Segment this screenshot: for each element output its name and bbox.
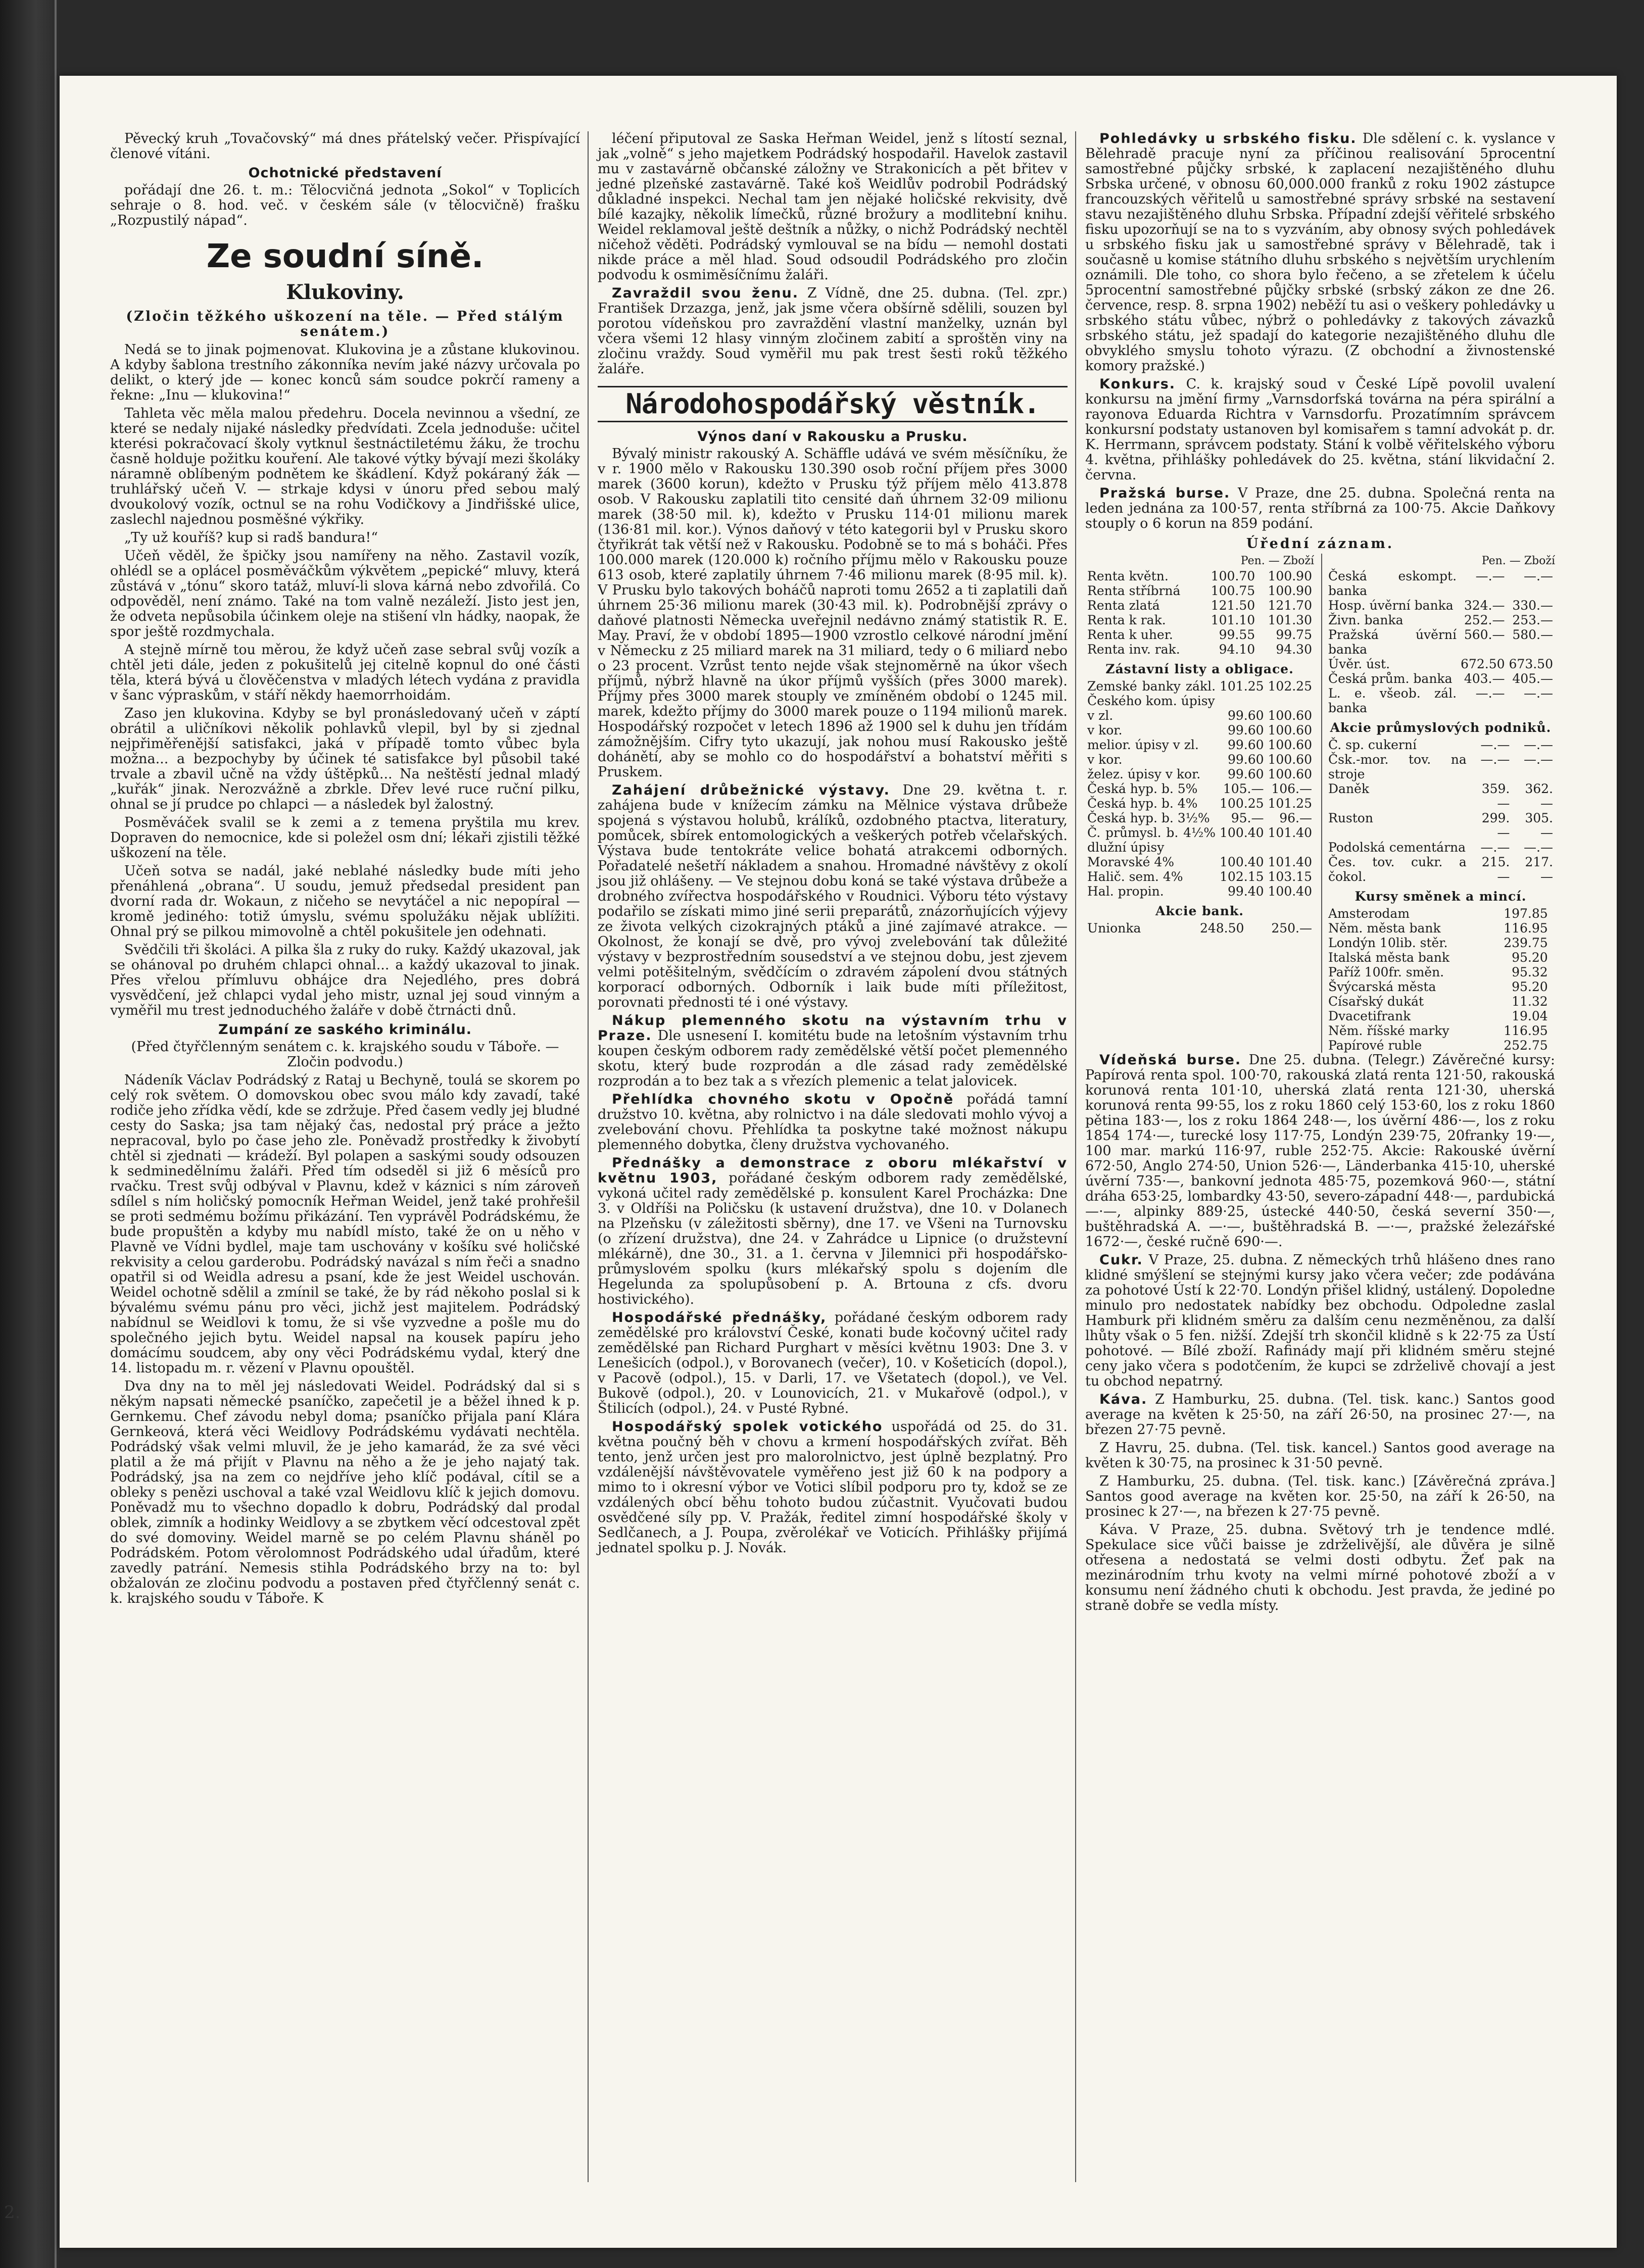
article-title: Konkurs.	[1099, 376, 1176, 392]
quote-value: —.—	[1480, 737, 1510, 752]
table-row	[1326, 811, 1555, 840]
table-row	[1326, 965, 1555, 979]
paragraph: Nedá se to jinak pojmenovat. Klukovina je a zůstane klukovinou. A kdyby šablona trestního zákonníka nevím jaké názvy určovala po delikt, o který jde — konec konců sám soudce pokrčí rameny a řekne: „Inu — klukovina!“	[110, 342, 580, 403]
newspaper-page	[60, 76, 1617, 2248]
quote-value: 100.90	[1268, 569, 1312, 583]
quote-value: 116.95	[1504, 1023, 1548, 1038]
quote-name: Paříž 100fr. směn.	[1328, 965, 1444, 979]
table-row	[1326, 979, 1555, 994]
quote-value	[1550, 1023, 1555, 1038]
quote-name: Česká prům. banka	[1328, 671, 1453, 686]
quote-value: 99.60	[1227, 767, 1264, 781]
quote-name: Renta květn.	[1087, 569, 1169, 583]
paragraph: Z Hamburku, 25. dubna. (Tel. tisk. kanc.) Santos good average na květen k 25·50, na září 26·50, na prosinec 27·—, na březen 27·75 pevně.	[1085, 1392, 1555, 1438]
quote-value: 299.—	[1481, 811, 1510, 840]
quote-value: 121.50	[1211, 598, 1255, 613]
quote-value: 100.40	[1220, 825, 1264, 840]
table-row	[1085, 723, 1314, 737]
quote-tables	[1085, 554, 1555, 1053]
quote-value: —.—	[1524, 686, 1553, 701]
table-row	[1326, 921, 1555, 935]
paragraph: A stejně mírně tou měrou, že když učeň zase sebral svůj vozík a chtěl jeti dále, jeden z pokušitelů jej citelně kopnul do oné části těla, která bývá u člověčenstva v mladých létech vydána z pravidla v šanc výpraskům, v stáří někdy haemorrhoidám.	[110, 642, 580, 703]
table-row	[1085, 737, 1314, 752]
quote-value: 100.60	[1268, 767, 1312, 781]
quote-table	[1085, 679, 1314, 899]
section-heading: Ze soudní síně.	[206, 238, 484, 275]
column-3	[1085, 131, 1555, 1616]
paragraph: Zaso jen klukovina. Kdyby se byl pronásledovaný učeň v záptí obrátil a uličníkovi několik pohlavků vlepil, byl by si zjednal nejpřiměřenější satisfakci, jaká v případě tomto vůbec byla možna... a bezpochyby by účinek té satisfakce byl působil také trvale a zbavil učně na vždy úštěpků... Na neštěstí jednal mladý „kuřák“ jinak. Nerozvážně a zbrkle. Dřev levé ruce ruční pilku, ohnal se jí prudce po chlapci — a následek byl žalostný.	[110, 706, 580, 812]
quote-value: 105.—	[1223, 781, 1264, 796]
quote-value: 95.20	[1512, 979, 1548, 994]
quote-value	[1550, 921, 1555, 935]
quote-value: 100.90	[1268, 583, 1312, 598]
table-row	[1326, 657, 1555, 671]
quote-name: Renta k uher.	[1087, 627, 1173, 642]
table-subheading: Kursy směnek a mincí.	[1355, 889, 1527, 904]
quote-value: 101.40	[1268, 825, 1312, 840]
quote-name: Renta inv. rak.	[1087, 642, 1180, 657]
quote-value: 560.—	[1464, 627, 1505, 642]
article-title: Výnos daní v Rakousku a Prusku.	[697, 429, 968, 445]
quote-value	[1550, 1009, 1555, 1023]
quote-name: Dvacetifrank	[1328, 1009, 1411, 1023]
quote-value: 215.—	[1481, 855, 1510, 884]
table-row	[1085, 796, 1314, 811]
table-row	[1085, 884, 1314, 899]
table-row	[1326, 855, 1555, 884]
quote-value: 100.25	[1220, 796, 1264, 811]
article-title: Zumpání ze saského kriminálu.	[218, 1022, 472, 1038]
quote-value: —.—	[1524, 569, 1553, 583]
paragraph: Bývalý ministr rakouský A. Schäffle udává ve svém měsíčníku, že v r. 1900 mělo v Rakousku 130.390 osob roční příjem přes 3000 marek (3600 korun), kdežto v Prusku týž příjem mělo 413.878 osob. V Rakousku zaplatili tito censité daň úhrnem 32·09 milionu marek (38·50 mil. k), kdežto v Prusku 114·01 milionu marek (136·81 mil. kor.). Výnos daňový v této kategorii byl v Prusku skoro čtyřikrát tak větší než v Rakousku. Podobně se to má s boháči. Přes 100.000 marek (120.000 k) ročního příjmu mělo v Rakousku pouze 613 osob, které zaplatily úhrnem 7·46 milionu marek (8·95 mil. k). V Prusku bylo takových boháčů naproti tomu 2652 a ti zaplatili daň úhrnem 25·36 milionu marek (30·43 mil. k). Podrobnější zprávy o daňové platnosti Německa uveřejnil nedávno známý statistik R. E. May. Praví, že v období 1895—1900 vzrostlo celkové národní jmění v Německu z 25 miliard marek na 31 miliard, tedy o 6 miliard nebo o 23 procent. Vzrůst tento nejde však stejnoměrně na úkor všech příjmů, nýbrž hlavně na úkor příjmů vyšších (přes 3000 marek). Příjmy přes 3000 marek stouply ve zmíněném období o 1245 mil. marek, kdežto příjmy do 3000 marek pouze o 1194 milionů marek. Hospodářský rozpočet v letech 1896 až 1900 sel k duhu jen třídám zámožnějším. Cifry tyto ukazují, jak nohou musí Rakousko ještě dohánětí, aby se mohlo co do hospodářství a bohatství měřiti s Pruskem.	[598, 446, 1068, 780]
quote-table	[1326, 906, 1555, 1053]
quote-name: Česká hyp. b. 3½%	[1087, 811, 1210, 825]
quote-value: 252.75	[1504, 1038, 1548, 1053]
quote-name: Daněk	[1328, 781, 1369, 796]
table-row	[1085, 627, 1314, 642]
table-row	[1085, 767, 1314, 781]
quote-value: 330.—	[1512, 598, 1553, 613]
quote-value: 405.—	[1512, 671, 1553, 686]
quote-value: 99.60	[1227, 723, 1264, 737]
quote-value: 102.15	[1220, 869, 1264, 884]
quote-value: —.—	[1480, 752, 1510, 767]
quote-table	[1326, 737, 1555, 884]
page-mark: 2.	[4, 2202, 21, 2223]
quote-value: 100.75	[1211, 583, 1255, 598]
quote-name: Čes. tov. cukr. a čokol.	[1328, 855, 1467, 884]
quote-table	[1326, 569, 1555, 715]
table-row	[1326, 1009, 1555, 1023]
quote-value	[1550, 994, 1555, 1009]
quote-value: —.—	[1475, 686, 1505, 701]
paragraph: Dva dny na to měl jej následovati Weidel. Podrádský dal si s někým napsati německé psaníčko, zapečetil je a běžel ihned k p. Gernkemu. Chef závodu nebyl doma; psaníčko přijala paní Klára Gernkeová, která věci Weidlovy Podrádskému vydávati nechtěla. Podrádský však velmi mluvil, že je jeho kamarád, že za své věci platil a že má přijít v Plavnu na něho a že je jeho najatý tak. Podrádský, jsa na zem co nejdříve jeho klíč podával, cítil se a obleky s penězi uschoval a také vzal Weidlovu klíč k jejich domovu. Poněvadž mu to všechno dopadlo k dobru, Podrádský dal prodal oblek, zimník a hodinky Weidlovy a se zbytkem věcí odcestoval zpět do své domoviny. Weidel marně se po celém Plavnu sháněl po Podrádském. Potom věrolomnost Podrádského udal úřadům, které zavedly patrání. Nemesis stihla Podrádského brzy na to: byl obžalován ze zločinu podvodu a postaven před čtyřčlenný senát c. k. krajského soudu v Táboře. K	[110, 1378, 580, 1606]
quote-value: —.—	[1480, 840, 1510, 855]
table-row	[1326, 569, 1555, 598]
table-row	[1326, 1023, 1555, 1038]
quote-value: —.—	[1475, 569, 1505, 583]
quote-value: 359.—	[1481, 781, 1510, 811]
quote-table-right	[1321, 554, 1555, 1053]
quote-value: 100.60	[1268, 723, 1312, 737]
table-subheading: Akcie průmyslových podniků.	[1330, 720, 1552, 735]
table-row	[1085, 642, 1314, 657]
quote-name: Česká eskompt. banka	[1328, 569, 1457, 598]
quote-value: 95.—	[1231, 811, 1264, 825]
table-row	[1085, 811, 1314, 825]
table-row	[1326, 598, 1555, 613]
table-subheading: Zástavní listy a obligace.	[1105, 662, 1294, 676]
quote-value: 217.—	[1525, 855, 1553, 884]
table-title: Úřední záznam.	[1246, 536, 1394, 552]
paragraph: Učeň věděl, že špičky jsou namířeny na něho. Zastavil vozík, ohlédl se a oplácel posměváčkům výkvětem „pepické“ mluvy, která zůstává v „tónu“ skoro tatáž, mluví-li slova kárná nebo zdvořilá. Co odpověděl, není známo. Také na tom valně nezáleží. Jisto jest jen, že odveta nepůsobila účinkem oleje na stišení vln hádky, naopak, že spor ještě rozdmychala.	[110, 548, 580, 639]
quote-name: Hal. propin.	[1087, 884, 1164, 899]
quote-value: 95.32	[1512, 965, 1548, 979]
table-header: Pen. — Zboží	[1240, 555, 1314, 567]
paragraph: léčení připutoval ze Saska Heřman Weidel, jenž s lítostí seznal, jak „volně“ s jeho majetkem Podrádský hospodařil. Havelok zastavil mu v zastavárně občanské záložny ve Strakonicích a pět břitev v jedné plzeňské zastavárně. Také koš Weidlův podrobil Podrádský důkladné inspekci. Nechal tam jen nějaké holičské rekvisity, dvě bílé kazajky, několik límečků, různé brožury a modlitební knihu. Weidel reklamoval ještě deštník a nůžky, o nichž Podrádský nechtěl ničehož věděti. Podrádský vymlouval se na bídu — nemohl dostati nikde práce a měl hlad. Soud odsoudil Podrádského pro zločin podvodu k osmiměsíčnímu žaláři.	[598, 131, 1068, 283]
quote-name: Něm. říšské marky	[1328, 1023, 1449, 1038]
quote-value: 99.60	[1227, 708, 1264, 723]
quote-value: 99.75	[1276, 627, 1312, 642]
quote-name: Česká hyp. b. 4%	[1087, 796, 1198, 811]
paragraph: uspořádá od 25. do 31. května poučný běh v chovu a krmení hospodářských zvířat. Běh tento, jenž určen jest pro malorolnictvo, jest úplně bezplatný. Pro vzdálenější návštěvovatele vyměřeno jest již 60 k na podpory a mimo to i okresní výbor ve Votici slíbil podporu pro ty, kdož se ze vzdálených obcí běhu tohoto budou zúčastnit. Vyučovati budou osvědčené síly pp. V. Pražák, ředitel zimní hospodářské školy v Sedlčanech, a J. Poupa, zvěrolékař ve Voticích. Přihlášky přijímá jednatel spolku p. J. Novák.	[598, 1419, 1068, 1556]
quote-name: Papírové ruble	[1328, 1038, 1422, 1053]
paragraph: Z Vídně, dne 25. dubna. (Tel. zpr.) František Drzazga, jenž, jak jsme včera obšírně sdělili, souzen byl porotou vídeňskou pro zavraždění vlastní manželky, uznán byl včera všemi 12 hlasy vinným zločinem zabití a sproštěn viny na zločinu vraždy. Soud vyměřil mu pak trest šesti roků těžkého žaláře.	[598, 285, 1068, 377]
table-row	[1326, 686, 1555, 715]
quote-value: 100.40	[1220, 855, 1264, 869]
quote-value: 101.40	[1268, 855, 1312, 869]
article-title: Klukoviny.	[286, 280, 404, 304]
quote-value: 99.60	[1227, 752, 1264, 767]
quote-value: 101.30	[1268, 613, 1312, 627]
quote-value: 103.15	[1268, 869, 1312, 884]
quote-name: melior. úpisy v zl.	[1087, 737, 1199, 752]
quote-value: 99.60	[1227, 737, 1264, 752]
paragraph: V Praze, dne 25. dubna. Společná renta na leden jednána za 100·57, renta stříbrná za 100·75. Akcie Daňkovy stouply o 6 korun na 859 podání.	[1085, 485, 1555, 531]
paragraph: Dle usnesení I. komitétu bude na letošním výstavním trhu koupen českým odborem rady zemědělské větší počet plemenného skotu, který bude rozprodán a dle zásad rady zemědělské rozprodán a to bez tak a s vřezích plemenic a telat jalovicek.	[598, 1028, 1068, 1089]
table-row	[1085, 613, 1314, 627]
quote-name: Moravské 4%	[1087, 855, 1175, 869]
quote-value: 99.55	[1219, 627, 1255, 642]
quote-name: Něm. města bank	[1328, 921, 1441, 935]
table-header: Pen. — Zboží	[1481, 555, 1555, 567]
quote-name: Č. sp. cukerní	[1328, 737, 1417, 752]
article-subtitle: (Zločin těžkého uškození na těle. — Před stálým senátem.)	[126, 309, 564, 339]
article-title: Pražská burse.	[1099, 485, 1231, 501]
quote-value: 11.32	[1512, 994, 1548, 1009]
quote-value: —.—	[1524, 737, 1553, 752]
quote-name: Švýcarská města	[1328, 979, 1436, 994]
quote-value: 305.—	[1525, 811, 1553, 840]
paragraph: pořádané českým odborem rady zemědělské, vykoná učitel rady zemědělské p. konsulent Karel Procházka: Dne 3. v Oldříši na Poličsku (k ustavení družstva), dne 10. v Dolanech na Plzeňsku (v záležitosti sběrny), dne 17. ve Všeni na Turnovsku (o zřízení družstva), dne 24. v Zahrádce u Lipnice (o družstevní mlékárně), dne 30., 31. a 1. června v Jilemnici při hospodářsko-průmyslovém spolku (kurs mlékařský spolu s dojením dle Hegelunda za spolupůsobení p. A. Brtouna z cfs. dvoru hostivického).	[598, 1170, 1068, 1307]
table-row	[1085, 855, 1314, 869]
article-title: Cukr.	[1099, 1252, 1143, 1268]
quote-table	[1085, 921, 1314, 935]
article-title: Hospodářský spolek votického	[612, 1419, 883, 1435]
table-row	[1085, 825, 1314, 855]
table-row	[1326, 994, 1555, 1009]
notice: pořádají dne 26. t. m.: Tělocvičná jednota „Sokol“ v Toplicích sehraje o 8. hod. več. v českém sále (v tělocvičně) frašku „Rozpustilý nápad“.	[110, 182, 580, 228]
quote-name: Úvěr. úst.	[1328, 657, 1390, 671]
table-row	[1085, 781, 1314, 796]
quote-value: 101.25	[1220, 679, 1264, 694]
article-title: Přednášky a demonstrace z oboru mlékařství v květnu 1903,	[598, 1155, 1068, 1186]
article-title: Zavraždil svou ženu.	[612, 285, 799, 301]
article-title: Nákup plemenného skotu na výstavním trhu v Praze.	[598, 1013, 1068, 1044]
quote-name: Hosp. úvěrní banka	[1328, 598, 1454, 613]
quote-value: 250.—	[1271, 921, 1312, 935]
quote-value: —.—	[1524, 840, 1553, 855]
quote-table-left	[1085, 554, 1314, 1053]
quote-name: Italská města bank	[1328, 950, 1450, 965]
table-row	[1326, 950, 1555, 965]
quote-name: želez. úpisy v kor.	[1087, 767, 1201, 781]
quote-name: Č. průmysl. b. 4½% dlužní úpisy	[1087, 825, 1216, 855]
quote-value: 362.—	[1525, 781, 1553, 811]
notice: Pěvecký kruh „Tovačovský“ má dnes přátelský večer. Přispívající členové vítáni.	[110, 131, 580, 162]
quote-value: 102.25	[1268, 679, 1312, 694]
quote-value: 100.70	[1211, 569, 1255, 583]
quote-value: 19.04	[1512, 1009, 1548, 1023]
quote-value: 100.60	[1268, 708, 1312, 723]
section-heading: Národohospodářský věstník.	[598, 386, 1068, 422]
quote-value: 253.—	[1512, 613, 1553, 627]
quote-value: 672.50	[1461, 657, 1505, 671]
quote-value	[1550, 935, 1555, 950]
scan-edge	[0, 0, 60, 2268]
quote-value: 252.—	[1464, 613, 1505, 627]
quote-name: Renta k rak.	[1087, 613, 1166, 627]
quote-name: Ruston	[1328, 811, 1373, 825]
table-row	[1085, 921, 1314, 935]
quote-value: 95.20	[1512, 950, 1548, 965]
table-row	[1326, 737, 1555, 752]
quote-name: Česká hyp. b. 5%	[1087, 781, 1198, 796]
quote-name: Londýn 10lib. stěr.	[1328, 935, 1448, 950]
table-row	[1085, 583, 1314, 598]
quote-name: v kor.	[1087, 752, 1123, 767]
table-row	[1326, 613, 1555, 627]
quote-value	[1550, 950, 1555, 965]
table-row	[1085, 752, 1314, 767]
quote-value: 580.—	[1512, 627, 1553, 642]
quote-name: Čsk.-mor. tov. na stroje	[1328, 752, 1467, 781]
quote-value: 101.10	[1211, 613, 1255, 627]
paragraph: Dne 29. května t. r. zahájena bude v knížecím zámku na Mělnice výstava drůbeže spojená s výstavou holubů, králíků, ozdobného ptactva, literatury, pomůcek, sbírek entomologických a veškerých potřeb včelařských. Výstava bude tentokráte velice bohatá atrakcemi odborných. Pořadatelé nešetří nákladem a snahou. Hromadné návštěvy z okolí jsou již ohlášeny. — Ve stejnou dobu koná se také výstava drůbeže a drobného zvířectva hospodářského v Roudnici. Výboru této výstavy podařilo se získati mimo jiné serii preparátů, znázorňujících výjevy ze života velkých cizokrajných ptáků a jiné zajímavé atrakce. — Okolnost, že konají se dvě, pro vývoj zvelebování tak důležité výstavy v bezprostředním sousedství a ve stejnou dobu, jest zjevem velmi potěšitelným, svědčícím o zdravém zápolení dvou státných korporací odborných. Odborník i laik bude míti příležitost, porovnati přednosti té i oné výstavy.	[598, 782, 1068, 1010]
quote-name: Zemské banky zákl. Českého kom. úpisy	[1087, 679, 1216, 708]
quote-name: Renta stříbrná	[1087, 583, 1181, 598]
table-subheading: Akcie bank.	[1155, 904, 1244, 918]
quote-value: 673.50	[1509, 657, 1553, 671]
quote-name: Unionka	[1087, 921, 1141, 935]
quote-value: 100.60	[1268, 737, 1312, 752]
table-row	[1085, 598, 1314, 613]
table-row	[1085, 708, 1314, 723]
quote-name: L. e. všeob. zál. banka	[1328, 686, 1457, 715]
quote-name: Halič. sem. 4%	[1087, 869, 1183, 884]
paragraph: Učeň sotva se nadál, jaké neblahé následky bude míti jeho přenáhlená „obrana“. U soudu, jemuž předsedal president pan dvorní rada dr. Wokaun, z ničeho se nevytáčel a nic nepopíral — kromě jediného: totiž úmyslu, svému spolužáku nějak ublížiti. Ohnal prý se pilkou mimovolně a chtěl pokušitele jen odehnati.	[110, 863, 580, 940]
paragraph: Káva. V Praze, 25. dubna. Světový trh je tendence mdlé. Spekulace sice vůči baisse je zdrželivější, ale důvěra je silně otřesena a nedostatá se velmi dosti odbytu. Žeť pak na mezinárodním trhu kvoty na velmi mírné pohotové zboží a v konsumu není žádného chuti k obchodu. Jest pravda, že jediné po straně dobře se vedla místy.	[1085, 1522, 1555, 1613]
quote-value: 101.25	[1268, 796, 1312, 811]
quote-value: 94.10	[1219, 642, 1255, 657]
quote-value: 116.95	[1504, 921, 1548, 935]
paragraph: Svědčili tři školáci. A pilka šla z ruky do ruky. Každý ukazoval, jak se ohánoval po druhém chlapci ohnal... a každý ukazoval to jinak. Přes vřelou přímluvu obhájce dra Nejedlého, pres dobrá vysvědčení, jež chlapci vydal jeho mistr, uznal jej soud vinným a vyměřil mu trest jednoduchého žaláře v době čtrnácti dnů.	[110, 942, 580, 1018]
paragraph: Dle sdělení c. k. vyslance v Bělehradě pracuje nyní za příčinou realisování 5procentní samostřebné půjčky srbské, k zaplacení nezajištěného dluhu Srbska určené, v obnosu 60,000.000 franků z roku 1902 zástupce francouzských věřitelů u samostřebné správy srbské na sestavení stavu nezajištěného dluhu Srbska. Případní zdejší věřitelé srbského fisku upozorňují se na to s vyzváním, aby obnosy svých pohledávek u srbského fisku jak u samostřebné správy v Bělehradě, tak i současně u komise státního dluhu srbského s největším urychlením oznámili. Dle toho, co shora bylo řečeno, a se zřetelem k účelu 5procentní samostřebné půjčky srbské (srbský zákon ze dne 26. července, resp. 8. srpna 1902) neběží tu asi o veškery pohledávky u srbského státu vůbec, nýbrž o pohledávky z takových závazků srbského státu, jež spadají do kategorie nezajištěného dluhu dle obvyklého smyslu tohoto výrazu. (Z obchodní a živnostenské komory pražské.)	[1085, 131, 1555, 374]
quote-value: 121.70	[1268, 598, 1312, 613]
table-row	[1085, 679, 1314, 708]
quote-value	[1550, 906, 1555, 921]
paragraph: „Ty už kouříš? kup si radš bandura!“	[124, 530, 378, 546]
paragraph: C. k. krajský soud v České Lípě povolil uvalení konkursu na jmění firmy „Varnsdorfská továrna na péra spirální a rayonova Eduarda Richtra v Varnsdorfu. Prozatímním správcem konkursní podstaty ustanoven byl komisařem s tamní advokát p. dr. K. Herrmann, správcem podstaty. Stání k volbě věřitelského výboru 4. května, přihlášky pohledávek do 25. května, stání likvidační 2. června.	[1085, 376, 1555, 483]
table-row	[1326, 840, 1555, 855]
quote-value: 96.—	[1279, 811, 1312, 825]
paragraph: Z Hamburku, 25. dubna. (Tel. tisk. kanc.) [Závěrečná zpráva.] Santos good average na květen kor. 25·50, na září k 26·50, na prosinec k 27·—, na březen k 27·75 pevně.	[1085, 1473, 1555, 1519]
quote-value: 324.—	[1464, 598, 1505, 613]
quote-name: v kor.	[1087, 723, 1123, 737]
notice-heading: Ochotnické představení	[248, 165, 442, 181]
quote-value: 100.40	[1268, 884, 1312, 899]
paragraph: Dne 25. dubna. (Telegr.) Závěrečné kursy: Papírová renta spol. 100·70, rakouská zlatá renta 121·50, rakouská korunová renta 101·10, uherská zlatá renta 121·30, uherská korunová renta 99·55, los z roku 1860 celý 153·60, los z roku 1860 pětina 183·—, los z roku 1864 248·—, los úvěrní 486·—, los z roku 1854 174·—, turecké losy 117·75, Londýn 239·75, 20franky 19·—, 100 mar. markú 116·97, ruble 252·75. Akcie: Rakouské úvěrní 672·50, Anglo 274·50, Union 526·—, Länderbanka 415·10, uherské úvěrní 735·—, bankovní jednota 485·75, pozemková 960·—, státní dráha 653·25, lombardky 43·50, severo-západní 448·—, pardubická —·—, alpinky 889·25, ústecké 440·50, česká severní 350·—, buštěhradská A. —·—, buštěhradská B. —·—, pražské železářské 1672·—, české ručně 690·—.	[1085, 1052, 1555, 1250]
quote-value: 100.60	[1268, 752, 1312, 767]
article-title: Zahájení drůbežnické výstavy.	[612, 782, 890, 798]
quote-value: 106.—	[1271, 781, 1312, 796]
quote-name: Císařský dukát	[1328, 994, 1424, 1009]
quote-value: 94.30	[1276, 642, 1312, 657]
quote-name: Renta zlatá	[1087, 598, 1160, 613]
quote-name: Pražská úvěrní banka	[1328, 627, 1457, 657]
article-title: Káva.	[1099, 1392, 1148, 1407]
quote-value: 197.85	[1504, 906, 1548, 921]
table-row	[1085, 569, 1314, 583]
paragraph: Posměváček svalil se k zemi a z temena pryštila mu krev. Dopraven do nemocnice, kde si poležel osm dní; lékaři zjistili těžké uškození na těle.	[110, 815, 580, 861]
article-title: Hospodářské přednášky,	[612, 1310, 827, 1325]
paragraph: pořádá tamní družstvo 10. května, aby rolnictvo i na dále sledovati mohlo vývoj a zvelebování chovu. Přehlídka ta poskytne také možnost nákupu plemenného dobytka, členy družstva vychovaného.	[598, 1092, 1068, 1153]
paragraph: Z Havru, 25. dubna. (Tel. tisk. kancel.) Santos good average na květen k 30·75, na prosinec k 31·50 pevně.	[1085, 1440, 1555, 1471]
table-row	[1326, 671, 1555, 686]
quote-value: 248.50	[1199, 921, 1244, 935]
column-rule	[1075, 131, 1076, 2182]
paragraph: Tahleta věc měla malou předehru. Docela nevinnou a všední, ze které se nedaly nijaké následky předvídati. Zcela jednoduše: učitel kterési pokračovací školy vytknul šestnáctiletému žáku, že trochu časně holduje požitku kouření. Ale takové výtky bývají mezi školáky náramně oblíbeným podnětem ke škádlení. Když pokáraný žák — truhlářský učeň V. — strkaje kdysi v únoru před sebou malý dvoukolový vozík, octnul se na rohu Vodičkovy a Jindřišské ulice, zaslechl najednou posměšné výkřiky.	[110, 406, 580, 527]
quote-value	[1550, 1038, 1555, 1053]
column-rule	[588, 131, 589, 2182]
quote-value: 239.75	[1504, 935, 1548, 950]
table-row	[1085, 869, 1314, 884]
table-row	[1326, 935, 1555, 950]
quote-name: Podolská cementárna	[1328, 840, 1466, 855]
paragraph: Nádeník Václav Podrádský z Rataj u Bechyně, toulá se skorem po celý rok světem. O domovskou obec svou málo kdy zavadí, také rodiče jeho zřídka vědí, kde se zdržuje. Před časem vedly jej bludné cesty do Saska; jsa tam nějaký čas, nedostal prý práce a ježto nepracoval, bylo po čase jeho zle. Poněvadž prostředky k živobytí chtěl si zjednati — krádeží. Byl polapen a saskými soudy odsouzen k sedminedělnímu žaláři. Před tím odseděl si již 6 měsíců pro rvačku. Trest svůj odbýval v Plavnu, kdež v káznici s ním zároveň sdílel s ním holičský pomocník Heřman Weidel, jenž také prohřešil se proti sedmému božímu přikázání. Ten vyprávěl Podrádskému, že bude propuštěn a kdyby mu nabídl místo, také že on u něho v Plavně ve Vídni bydlel, maje tam uschovány v košíku své holičské rekvisity a celou garderobu. Podrádský navázal s ním řeči a snadno opatřil si od Weidla adresu a psaní, kde že jest Weidel uschován. Weidel ochotně sdělil a zmínil se také, že by rád někoho poslal si k bývalému svému pánu pro věci, jichž jest majitelem. Podrádský nabídnul se Weidlovi k tomu, že si vše vyzvedne a pošle mu do společného jejich bytu. Weidel napsal na kousek papíru jeho domácímu soudcem, aby ony věci Podrádskému vydal, který dne 14. listopadu m. r. vězení v Plavnu opouštěl.	[110, 1072, 580, 1376]
paragraph: pořádané českým odborem rady zemědělské pro království České, konati bude kočovný učitel rady zemědělské pan Richard Purghart v měsíci květnu 1903: Dne 3. v Lenešicích (odpol.), v Borovanech (večer), 10. v Košeticích (dopol.), v Pacově (odpol.), 15. v Darli, 17. ve Všetatech (dopol.), ve Vel. Bukově (odpol.), 20. v Lounovicích, 21. v Mukařově (odpol.), v Štilicích (odpol.), 24. v Pusté Rybné.	[598, 1310, 1068, 1416]
article-title: Vídeňská burse.	[1099, 1052, 1242, 1068]
column-2	[598, 131, 1068, 1559]
quote-name: Amsterodam	[1328, 906, 1410, 921]
table-row	[1326, 781, 1555, 811]
article-title: Přehlídka chovného skotu v Opočně	[612, 1092, 954, 1107]
paragraph: V Praze, 25. dubna. Z německých trhů hlášeno dnes rano klidné smýšlení se stejnými kursy jako včera večer; zde podávána za pohotové Ústí k 22·70. Londýn přišel klidný, ustálený. Dopoledne minulo pro nedostatek nabídky bez obchodu. Odpoledne zaslal Hamburk při klidném směru za dalším cenu nezměněnou, za další lhůty však o 5 fen. nižší. Zdejší trh skončil klidně s k 22·75 za Ústí pohotové. — Bílé zboží. Rafinády mají při klidném směru stejné ceny jako včera s podotčením, že kupci se zdrželivě chovají a jest tu obchod nepatrný.	[1085, 1252, 1555, 1389]
quote-table	[1085, 569, 1314, 657]
quote-value: 403.—	[1464, 671, 1505, 686]
table-row	[1326, 752, 1555, 781]
quote-value: —.—	[1524, 752, 1553, 767]
quote-value	[1550, 979, 1555, 994]
quote-name: v zl.	[1087, 708, 1114, 723]
article-title: Pohledávky u srbského fisku.	[1099, 131, 1357, 146]
table-row	[1326, 906, 1555, 921]
table-row	[1326, 627, 1555, 657]
column-1	[110, 131, 580, 1609]
quote-value	[1550, 965, 1555, 979]
quote-name: Živn. banka	[1328, 613, 1404, 627]
article-subtitle: (Před čtyřčlenným senátem c. k. krajského soudu v Táboře. — Zločin podvodu.)	[131, 1039, 559, 1070]
table-row	[1326, 1038, 1555, 1053]
quote-value: 99.40	[1227, 884, 1264, 899]
